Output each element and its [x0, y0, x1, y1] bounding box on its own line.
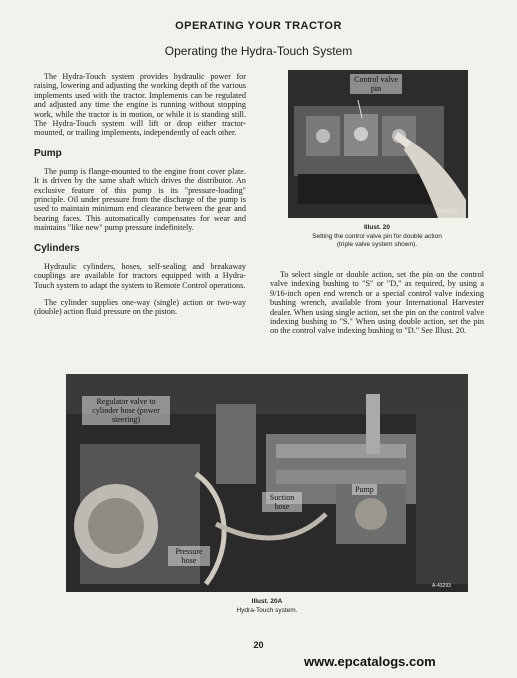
- figure-code-big: A-43293: [432, 583, 451, 589]
- action-paragraph: To select single or double action, set the pin on the control valve indexing bushing to "S" or "D," as required, by using a 9/16-inch open end wrench or a special control valve indexing bushing wrench, available from your International Harvester dealer. When using single action, set the pin on the control valve indexing bushing to "S." When using double action, set the pin on the control valve indexing bushing to "D." See Illust. 20.: [270, 270, 484, 336]
- hydra-touch-photo: [66, 374, 468, 592]
- cylinders-paragraph-1: Hydraulic cylinders, hoses, self-sealing and breakaway couplings are available for tractors equipped with a Hydra-Touch system to adapt the system to Remote Control operations.: [34, 261, 246, 290]
- section-title: Operating the Hydra-Touch System: [164, 44, 353, 58]
- illust-number-big: Illust. 20A: [251, 598, 283, 605]
- cylinders-paragraph-2: The cylinder supplies one-way (single) action or two-way (double) action fluid pressure on the piston.: [34, 297, 246, 317]
- control-valve-photo: [288, 70, 468, 218]
- left-column: [34, 72, 246, 325]
- intro-paragraph: The Hydra-Touch system provides hydraulic power for raising, lowering and adjusting the working depth of the various implements used with the tractor. Implements can be regulated and adjusted any time the engine is running without stopping work, while the tractor is in motion, or while it is standing still. The Hydra-Touch system will lift or drop either tractor-mounted, or trailing implements, independently of each other.: [34, 72, 246, 138]
- pump-heading: Pump: [34, 147, 62, 159]
- figure-code-top: A-43292: [438, 209, 457, 215]
- caption-top-line1: Setting the control valve pin for double action: [312, 232, 442, 240]
- callout-suction-hose: Suction hose: [262, 492, 302, 512]
- callout-pump: Pump: [352, 484, 377, 495]
- page-number: 20: [253, 640, 264, 650]
- callout-regulator-valve: Regulator valve to cylinder hose (power steering): [82, 396, 170, 425]
- right-column: [270, 270, 484, 344]
- pump-paragraph: The pump is flange-mounted to the engine front cover plate. It is driven by the same shaft which drives the distributor. An exclusive feature of this pump is its "pressure-loading" principle. Oil under pressure from the discharge of the pump is used to maintain minimum end clearance between the gear and bearing faces. This automatically compensates for wear and maintains "like new" pump pressure indefinitely.: [34, 166, 246, 233]
- figure-top-caption: [270, 224, 484, 250]
- callout-control-valve-pin: Control valve pin: [350, 74, 402, 94]
- illust-number-top: Illust. 20: [363, 224, 390, 231]
- page-title: OPERATING YOUR TRACTOR: [175, 20, 342, 32]
- caption-top-line2: (triple valve system shown).: [336, 241, 418, 248]
- cylinders-heading: Cylinders: [34, 242, 80, 254]
- figure-big-caption: [66, 598, 468, 615]
- callout-pressure-hose: Pressure hose: [168, 546, 210, 566]
- caption-big-line: Hydra-Touch system.: [236, 606, 298, 614]
- watermark: www.epcatalogs.com: [304, 654, 436, 669]
